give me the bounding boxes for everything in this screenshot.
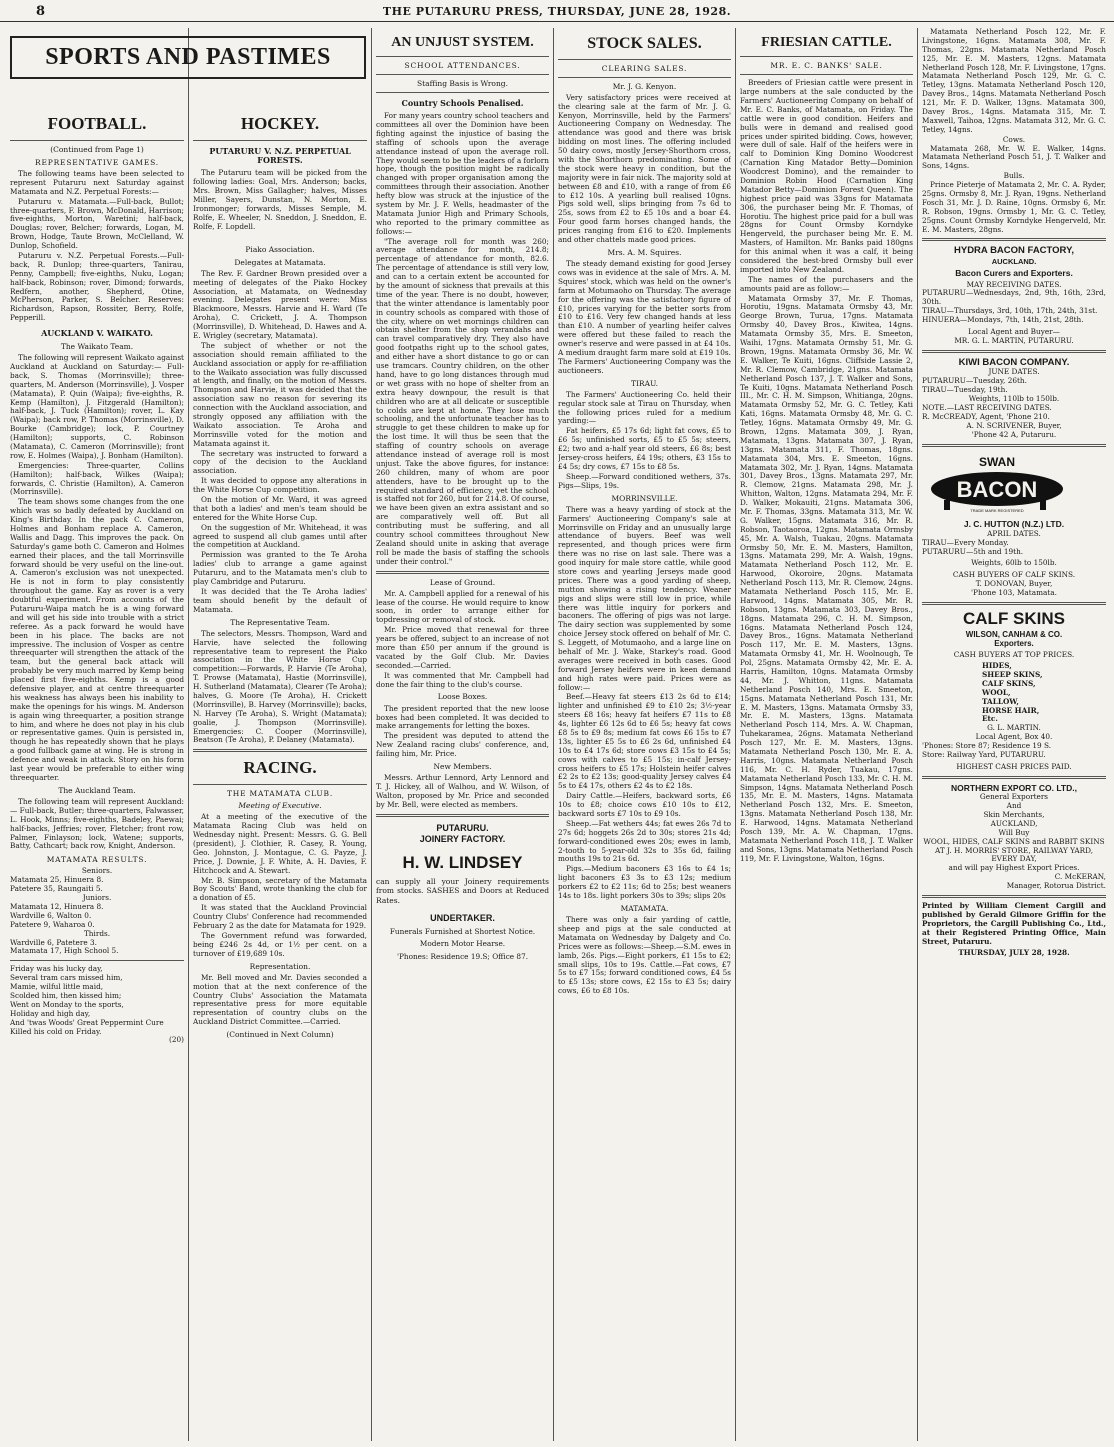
tirau-paragraph: The Farmers' Auctioneering Co. held their regular stock sale at Tirau on Thursday, when the following prices ruled for a medium yarding:—	[558, 389, 731, 426]
column-stock	[558, 28, 731, 1443]
piako-paragraph: On the suggestion of Mr. Whitehead, it was agreed to suspend all club games until after the competition at Auckland.	[193, 522, 367, 550]
calf-role: Exporters.	[994, 639, 1034, 649]
poem-line: And 'twas Woods' Great Peppermint Cure	[10, 1017, 164, 1027]
imprint-date: THURSDAY, JULY 28, 1928.	[958, 948, 1070, 958]
column-rule	[917, 28, 918, 1441]
continued-next: (Continued in Next Column)	[226, 1030, 334, 1040]
hydra-agent: Local Agent and Buyer—	[968, 327, 1060, 337]
piako-paragraph: It was decided that the Te Aroha ladies' team should benefit by the default of Matamata.	[193, 586, 367, 614]
loose-paragraph: The president reported that the new loose boxes had been completed. It was decided to make arrangements for letting the boxes.	[376, 703, 549, 731]
piako-paragraph: The secretary was instructed to forward a copy of the decision to the Auckland association.	[193, 448, 367, 476]
northern-place: AUCKLAND,	[990, 818, 1038, 828]
friesian-sales-list: Matamata Ormsby 37, Mr. F. Thomas, Horotiu, 19gns. Matamata Ormsby 43, Mr. George Brown, Turua, 17gns. Matamata Ormsby 40, Davey Bros., Kiwitea, 14gns. Matamata Ormsby 35, Mrs. E. Smeeton, Waihi, 17gns. Matamata Ormsby 51, Mr. G. Brown, 19gns. Matamata Ormsby 36, Mr. W. E. Walker, Te Kuiti, 16gns. Cliffside Lassie 2, Mr. R. Clemow, Cambridge, 21gns. Matamata Netherland Posch 137, J. T. Walker and Sons, Te Kuiti, 10gns. Matamata Netherland Posch III., Mr. C. H. M. Simpson, Whitianga, 20gns. Matamata Ormsby 52, Mr. G. C. Tetley, Kati Kati, 16gns. Matamata Ormsby 48, Mr. G. C. Tetley, 16gns. Matamata Ormsby 49, Mr. G. Brown, 12gns. Matamata 309, J. Ryan, Matamata, 13gns. Matamata 307, J. Ryan, 13gns. Matamata 311, F. Thomas, 18gns. Matamata 304, Mrs. E. Smeeton, 16gns. Matamata 302, Mr. J. Ryan, 14gns. Matamata 301, Davey Bros., 13gns. Matamata 297, Mr. R. Clemow, 21gns. Matamata 298, Mr. J. Whitton, Walton, 12gns. Matamata 294, Mr. F. D. Walker, Mokauiti, 21gns. Matamata 306, Mr. F. Thomas, 33gns. Matamata 313, Mr. W. G. Walker, 15gns. Matamata 316, Mr. R. Robson, Taotaoroa, 12gns. Matamata Ormsby 45, Mr. A. Walsh, Tuakau, 20gns. Matamata Ormsby 50, Mr. E. M. Masters, Hamilton, 13gns. Matamata 299, Mr. A. Walsh, 19gns. Matamata Netherland Posch 112, Mr. E. Harwood, Okoroire, 20gns. Matamata Netherland Posch 113, Mr. R. Clemow, 24gns. Matamata Netherland Posch 115, Mr. E. Harwood, 14gns. Matamata 305, Mr. R. Robson, 13gns. Matamata 303, Davey Bros., 18gns. Matamata 296, C. H. M. Simpson, 16gns. Matamata Netherland Posch 124, Davey Bros., 16gns. Matamata Netherland Posch 117, Mr. E. M. Masters, 13gns. Matamata Ormsby 41, Mr. H. Woolnough, Te Pol, 25gns. Matamata Ormsby 42, Mr. E. A. Harris, Hamilton, 10gns. Matamata Ormsby 44, Mr. J. Whitton, 11gns. Matamata Netherland Posch 140, Mrs. E. Smeeton, 15gns. Matamata Netherland Posch 131, Mr. E. M. Masters, 13gns. Matamata Ormsby 33, Mr. E. M. Masters, 13gns. Matamata Netherland Posch 114, Mrs. A. W. Chapman, Tuhekaramea, 26gns. Matamata Netherland Posch 127, Mr. E. M. Masters, 13gns. Matamata Netherland Posch 130, Mr. E. A. Harris, 10gns. Matamata Netherland Posch 116, Mr. C. H. Ryder, Tuakau, 17gns. Matamata Netherland Posch 133, Mr. C. H. M. Simpson, 14gns. Matamata Netherland Posch 135, Mr. E. M. Masters, 14gns. Matamata Netherland Posch 132, Mrs. E. Smeeton, 13gns. Matamata Netherland Posch 138, Mr. E. Harwood, 14gns. Matamata Netherland Posch 139, Mr. A. W. Chapman, 17gns. Matamata Netherland Posch 118, J. T. Walker and Sons, 13gns. Matamata Netherland Posch 119, Mr. F. Livingstone, Walton, 16gns.	[740, 293, 913, 863]
hydra-date: PUTARURU—Wednesdays, 2nd, 9th, 16th, 23rd, 30th.	[922, 288, 1106, 307]
ad-line: PUTARURU.	[436, 822, 489, 833]
northern-manager-role: Manager, Rotorua District.	[1006, 881, 1106, 891]
hydra-ad	[922, 245, 1106, 345]
result-grade: Seniors.	[81, 866, 113, 876]
clearing-sales: CLEARING SALES.	[601, 63, 688, 73]
calf-skins-ad	[922, 609, 1106, 772]
calf-highest: HIGHEST CASH PRICES PAID.	[956, 761, 1072, 771]
ad-funerals: Funerals Furnished at Shortest Notice.	[389, 926, 536, 936]
emergencies: Emergencies: Three-quarter, Collins (Hamilton); half-back, Wilkes (Waipa); forwards, C. Christie (Hamilton), A. Cameron (Morrinsville).	[10, 460, 184, 497]
squires-heading: Mrs. A. M. Squires.	[607, 247, 682, 257]
staffing-sub: Staffing Basis is Wrong.	[417, 79, 508, 89]
unjust-paragraph: For many years country school teachers and committees all over the Dominion have been fighting against the injustice of basing the staffing of schools upon the average attendance instead of upon the average roll. They would seem to be the leaders of a forlorn hope, though the position might be radically changed with proper organisation among the committees through their association. Another hefty blow was struck at the injustice of the system by Mr. J. F. Wells, headmaster of the Matamata Junior High and Primary Schools, who reported to the primary committee as follows:—	[376, 111, 549, 236]
trademark-text: TRADE MARK REGISTERED	[970, 507, 1024, 513]
kenyon-body: Very satisfactory prices were received at the clearing sale at the farm of Mr. J. G. Kenyon, Morrinsville, held by the Farmers' Auctioneering Company on Wednesday. The attendance was good and there was brisk bidding on most lines. The offering included 50 dairy cows, mostly Jersey-Shorthorn cross, with the Shorthorn predominating. Some of the stock were heavy in condition, but the majority were in fair nick. The majority sold at between £8 and £10, with a range of from £6 to £12 10s. A yearling bull realised 10gns. Pigs sold well, slips bringing from 7s 6d to 25s, sows from £2 to £5 10s and a boar £4. Four good farm horses changed hands, the prices ranging from £16 to £20. Implements and other chattels made good prices.	[558, 92, 731, 245]
executive-meeting: Meeting of Executive.	[238, 801, 322, 811]
rep-team-body: The selectors, Messrs. Thompson, Ward and Harvie, have selected the following representative team to represent the Piako association in the White Horse Cup competition:—Forwards, P. Harvie (Te Aroha), T. Prowse (Matamata), Hastie (Morrinsville), H. Sutherland (Matamata), Clearer (Te Aroha); halves, G. Moore (Te Aroha), H. Crickett (Morrinsville), B. Harvey (Morrinsville); backs, N. Harvey (Te Aroha), S. Wright (Matamata); goalie, J. Thompson (Morrinsville). Emergencies: C. Cooper (Morrinsville), Beatson (Te Aroha), P. Delaney (Matamata).	[193, 628, 367, 745]
column-friesian	[740, 28, 913, 1443]
calf-item: SHEEP SKINS,	[982, 670, 1043, 679]
northern-title: NORTHERN EXPORT CO. LTD.,	[951, 782, 1077, 793]
calf-item: HIDES,	[982, 661, 1012, 671]
hydra-dates-heading: MAY RECEIVING DATES.	[966, 279, 1062, 289]
calf-item: CALF SKINS,	[982, 678, 1036, 688]
morrinsville-paragraph: Sheep.—Fat wethers 44s; fat ewes 26s 7d to 27s 6d; hoggets 26s 2d to 30s; stores 21s 4d; forward-conditioned ewes 20s; ewes in lamb, 2-tooth to 5-year-old 32s to 35s 6d, failing mouths 19s to 21s 6d.	[558, 818, 731, 864]
northern-manager: C. McKERAN,	[1054, 872, 1106, 882]
rep-games-body: The following teams have been selected to represent Putaruru next Saturday against Matamata and N.Z. Perpetual Forests:—	[10, 169, 184, 196]
hydra-place: AUCKLAND.	[991, 257, 1037, 267]
friesian-paragraph: The names of the purchasers and the amounts paid are as follow:—	[740, 274, 913, 293]
kiwi-line: TIRAU—Tuesday, 19th.	[922, 385, 1008, 395]
calf-item: WOOL,	[982, 687, 1011, 697]
kiwi-line: R. McCREADY, Agent, 'Phone 210.	[922, 411, 1050, 421]
column-football	[10, 108, 184, 1443]
racing-paragraph: It was stated that the Auckland Provincial Country Clubs' Conference had recommended February 2 as the date for Matamata for 1929.	[193, 903, 367, 931]
ad-phones: 'Phones: Residence 19.S; Office 87.	[396, 951, 529, 961]
piako-paragraph: Permission was granted to the Te Aroha ladies' club to arrange a game against Putaruru, and to the Matamata men's club to play Cambridge and Putaruru.	[193, 550, 367, 587]
piako-paragraph: On the motion of Mr. Ward, it was agreed that both a ladies' and men's team should be entered for the White Horse Cup.	[193, 495, 367, 522]
tirau-heading: TIRAU.	[630, 378, 659, 388]
swan-ad	[922, 451, 1106, 598]
results-list	[10, 867, 184, 956]
bacon-word: BACON	[956, 476, 1038, 502]
auckland-team-heading: The Auckland Team.	[58, 785, 136, 795]
sports-banner: SPORTS AND PASTIMES	[10, 36, 366, 79]
poem-line: Holiday and high day,	[10, 1008, 91, 1018]
squires-body: The steady demand existing for good Jersey cows was in evidence at the sale of Mrs. A. M. Squires' stock, which was held on the owner's farm at Motumaoho on Thursday. The average for the offering was the satisfactory figure of £10, prices varying for the better sorts from £10 to £16. Very few changed hands at less than £10. A number of yearling heifer calves were offered but these failed to reach the owner's reserve and were passed in at £4 10s. A medium draught farm mare sold at £19 10s. The Farmers' Auctioneering Company was the auctioneers.	[558, 259, 731, 375]
swan-buyer: T. DONOVAN, Buyer,	[975, 579, 1053, 589]
calf-firm: WILSON, CANHAM & CO.	[965, 629, 1063, 639]
ad-hearse: Modern Motor Hearse.	[419, 938, 506, 948]
morrinsville-paragraph: Dairy Cattle.—Heifers, backward sorts, £6 10s to £8; choice cows £10 10s to £12, backward sorts £7 10s to £9 10s.	[558, 791, 731, 819]
waikato-team: The following will represent Waikato against Auckland at Auckland on Saturday:— Full-back, S. Thomas (Morrinsville); three-quarters, M. Anderson (Morrinsville), J. Vosper (Matamata), P. Quin (Waipa); five-eighths, R. Kemp (Hamilton), J. Fitzgerald (Hamilton); half-back, J. Tuck (Hamilton); rover, L. Kay (Waipa); back row, P. Thomas (Morrinsville), D. Bourke (Cambridge); lock, P. Courtney (Hamilton); supports, C. Robinson (Matamata), C. Cameron (Morrinsville); front row, E. Holmes (Waipa), J. Bonham (Hamilton).	[10, 353, 184, 460]
putaruru-v-forests: Putaruru v. N.Z. Perpetual Forests.—Full-back, R. Dunlop; three-quarters, Tanirau, Penny, Campbell; five-eighths, Nuku, Logan; half-back, Robinson; rover, Dimond; forwards, Redfern, another, Shepherd, Otine, McPherson, Parker, S. Belcher. Reserves: Richardson, Rapson, Rossiter, Berry, Rolfe, Pepperill.	[10, 251, 184, 323]
hydra-tagline: Bacon Curers and Exporters.	[955, 268, 1073, 279]
result-line: Matamata 12, Hinuera 8.	[10, 901, 104, 911]
sales-continued: Matamata Netherland Posch 122, Mr. F. Livingstone, 16gns. Matamata 308, Mr. F. Thomas, 22gns. Matamata Netherland Posch 125, Mr. E. M. Masters, 12gns. Matamata Netherland Posch 128, Mr. F. Livingstone, 17gns. Matamata Netherland Posch 129, Mr. G. C. Tetley, 13gns. Matamata Netherland Posch 120, Davey Bros., 14gns. Matamata Netherland Posch 121, Mr. F. D. Walker, 13gns. Matamata 300, Davey Bros., 14gns. Matamata 315, Mr. T. Maxwell, Taihoa, 12gns. Matamata 312, Mr. G. C. Tetley, 14gns.	[922, 28, 1106, 134]
matamata-results-heading: MATAMATA RESULTS.	[46, 855, 148, 865]
putaruru-v-matamata: Putaruru v. Matamata.—Full-back, Bullot; three-quarters, F. Brown, McDonald, Harrison; five-eighths, Morton, Waretini; half-back, Douglas; rover, Belcher; forwards, Logan, M. Brown, Hodge, Taute Brown, McClelland, W. Dunlop, Schofield.	[10, 196, 184, 251]
rep-games-heading: REPRESENTATIVE GAMES.	[35, 157, 159, 167]
swan-phone: 'Phone 103, Matamata.	[971, 588, 1057, 598]
result-line: Wardville 6, Patetere 3.	[10, 937, 97, 947]
cows-list: Matamata 268, Mr. W. E. Walker, 14gns. Matamata Netherland Posch 51, J. T. Walker and Sons, 14gns.	[922, 143, 1106, 171]
column-ads	[922, 28, 1106, 1443]
matamata-club: THE MATAMATA CLUB.	[226, 789, 334, 799]
ad-undertaker: UNDERTAKER.	[430, 912, 495, 923]
lease-paragraph: It was commented that Mr. Campbell had done the fair thing to the club's course.	[376, 670, 549, 689]
calf-items	[922, 662, 1106, 724]
swan-date: PUTARURU—5th and 19th.	[922, 546, 1024, 556]
kiwi-ad	[922, 357, 1106, 440]
poem-line: Scolded him, then kissed him;	[10, 991, 122, 1000]
rep-team-heading: The Representative Team.	[230, 617, 330, 627]
swan-cash: CASH BUYERS OF CALF SKINS.	[952, 570, 1076, 580]
calf-item: Etc.	[982, 714, 998, 724]
calf-buyers: CASH BUYERS AT TOP PRICES.	[953, 650, 1075, 660]
lindsey-ad	[376, 823, 549, 962]
result-line: Matamata 17, High School 5.	[10, 946, 119, 956]
new-members-body: Messrs. Arthur Lennord, Arty Lennord and T. J. Hickey, all of Walhou, and W. Wilson, of Walton, proposed by Mr. Price and seconded by Mr. Bell, were elected as members.	[376, 773, 549, 809]
imprint: Printed by William Clement Cargill and published by Gerald Gilmore Griffin for the Proprietors, the Cargill Publishing Co., Ltd., at their Registered Printing Office, Main Street, Putaruru.	[922, 900, 1106, 946]
calf-phones: 'Phones: Store 87; Residence 19 S.	[922, 741, 1052, 751]
kiwi-line: 'Phone 42 A, Putaruru.	[971, 429, 1057, 439]
poem-ref: (20)	[169, 1035, 184, 1045]
ad-name: H. W. LINDSEY	[402, 852, 523, 872]
column-hockey	[193, 108, 367, 1443]
loose-paragraph: The president was deputed to attend the New Zealand racing clubs' conference, and, failing him, Mr. Price.	[376, 731, 549, 759]
hydra-agent-name: MR. G. L. MARTIN, PUTARURU.	[954, 335, 1074, 345]
kiwi-line: A. N. SCRIVENER, Buyer,	[966, 420, 1062, 430]
piako-paragraph: The Rev. F. Gardner Brown presided over a meeting of delegates of the Piako Hockey Association, at Matamata, on Wednesday evening. Delegates present were: Miss Blackmoore, Messrs. Harvie and H. Ward (Te Aroha), C. Crickett, J. A. Thompson (Morrinsville), D. Whitehead, D. Hawes and A. E. Wrigley (secretary, Matamata).	[193, 268, 367, 340]
poem-line: Mamie, wilful little maid,	[10, 982, 104, 992]
ad-line: JOINERY FACTORY.	[419, 833, 506, 844]
morrinsville-paragraph: Pigs.—Medium baconers £3 16s to £4 1s; light baconers £3 3s to £3 12s; medium porkers £2 to £2 11s; 6d to 25s; best weaners 14s to 18s. light porkers 30s to 39s; slips 20s	[558, 864, 731, 901]
hydra-date: HINUERA—Mondays, 7th, 14th, 21st, 28th.	[922, 315, 1084, 325]
auckland-team: The following team will represent Auckland:— Full-back, Butler; three-quarters, Falwasser, L. Hook, Minns; five-eighths, Badeley, Paewai; half-backs, Jeffries; rover, Fletcher; front row, Palmer, Finlayson; lock, Watene; supports, Batty, Cathcart; back row, Knight, Anderson.	[10, 796, 184, 851]
piako-heading: Piako Association.	[245, 245, 315, 255]
auckland-waikato-heading: AUCKLAND V. WAIKATO.	[41, 328, 153, 339]
representation-body: Mr. Bell moved and Mr. Davies seconded a motion that at the next conference of the Country Clubs' Association the Matamata representative press for more equitable representation of country clubs on the Auckland District Committee.—Carried.	[193, 972, 367, 1027]
swan-company: J. C. HUTTON (N.Z.) LTD.	[963, 519, 1065, 530]
calf-item: HORSE HAIR,	[982, 705, 1040, 715]
bulls-list: Prince Pieterje of Matamata 2, Mr. C. A. Ryder, 25gns. Ormsby 8, Mr. J. Ryan, 19gns. Netherland Fosch 31, Mr. J. D. Raine, 10gns. Ormsby 6, Mr. R. Robson, 19gns. Ormsby 1, Mr. G. C. Tetley, 25gns. Count Ormsby Korndyke Hengerveld, Mr. E. M. Masters, 28gns.	[922, 180, 1106, 234]
poem-line: Killed his cold on Friday.	[10, 1026, 102, 1036]
result-line: Patetere 35, Raungaiti 5.	[10, 884, 103, 894]
football-heading: FOOTBALL.	[47, 114, 147, 133]
morrinsville-paragraph: There was a heavy yarding of stock at the Farmers' Auctioneering Company's sale at Morrinsville on Friday and an unusually large attendance of buyers. Beef was well represented, and though prices were firm there was no rise on last sale. There was a good inquiry for male store cattle, while good store cows and yearling Jerseys made good prices. There was a good yarding of sheep, mutton showing a rising tendency. Weaner pigs and slips were still low in price, while there was little inquiry for porkers and baconers. The offering of pigs was not large. The dairy section was supplemented by some choice Jersey stock offered on behalf of Mr. C. S. Leggett, of Motumaoho, and a large line on behalf of Mr. J. Wake, Starkey's road. Good averages were received in both cases. Good forward Jersey heifers were in keen demand and high rates were paid. Prices were as follow:—	[558, 504, 731, 692]
poem-line: Went on Monday to the sports,	[10, 999, 124, 1009]
representation-heading: Representation.	[249, 961, 311, 971]
result-grade: Thirds.	[83, 928, 111, 938]
racing-heading: RACING.	[243, 758, 317, 778]
result-grade: Juniors.	[82, 893, 112, 903]
poem-line: Several tram cars missed him,	[10, 973, 123, 983]
result-line: Wardville 6, Walton 0.	[10, 910, 92, 920]
swan-weights: Weights, 60lb to 150lb.	[971, 558, 1057, 568]
calf-agent: G. L. MARTIN.	[987, 723, 1041, 733]
cows-heading: Cows.	[1002, 134, 1026, 144]
morrinsville-heading: MORRINSVILLE.	[611, 493, 678, 503]
sports-banner-wrap	[10, 32, 366, 89]
kiwi-dates-heading: JUNE DATES.	[988, 367, 1040, 377]
kenyon-heading: Mr. J. G. Kenyon.	[612, 81, 677, 91]
school-attendances: SCHOOL ATTENDANCES.	[404, 61, 521, 71]
loose-boxes-heading: Loose Boxes.	[437, 692, 488, 702]
hockey-match-body: The Putaruru team will be picked from the following ladies: Goal, Mrs. Anderson; backs, Mrs. Brown, Miss Gallagher; halves, Misses Miller, Sayers, Dunstan, N. Morton, E. Ironmonger; forwards, Misses Semple, M. Rolfe, E. Wheeler, N. Sneddon, J. Sneddon, E. Rolfe, F. Lopdell.	[193, 168, 367, 231]
morrinsville-paragraph: Beef.—Heavy fat steers £13 2s 6d to £14; lighter and unfinished £9 to £10 2s; 3½-year steers £8 16s; heavy fat heifers £7 11s to £8 4s, lighter £6 12s 6d to £6 5s; heavy fat cows £8 5s to £9 8s; medium fat cows £6 15s to £7 13s, lighter £5 5s to £6 2s 6d, unfinished £4 10s to £4 17s 6d; store cows £3 15s to £4 5s; cows with calves to £5 15s; in-calf Jersey-cross heifers to £5 17s; Holstein heifer calves £2 2s to £2 13s; good-quality Jersey calves £4 5s to £4 17s, others £2 4s to £2 18s.	[558, 692, 731, 791]
northern-goods: WOOL, HIDES, CALF SKINS and RABBIT SKINS	[923, 836, 1105, 846]
unjust-heading: AN UNJUST SYSTEM.	[391, 35, 534, 50]
matamata-sale-heading: MATAMATA.	[620, 903, 669, 913]
lease-paragraph: Mr. A. Campbell applied for a renewal of his lease of the course. He would require to know soon, in order to arrange either for topdressing or removal of stock.	[376, 588, 549, 625]
continued-note: (Continued from Page 1)	[50, 144, 144, 154]
swan-date: TIRAU—Every Monday.	[922, 537, 1009, 547]
waikato-comment: The team shows some changes from the one which was so badly defeated by Auckland on King's Birthday. In the pack C. Cameron, Holmes and Bonham replace A. Cameron, Wallis and Dagg. This improves the pack. On Saturday's game both C. Cameron and Holmes earned their places, and the tall Morrinsville forward should be very useful on the line-out. A. Cameron's exclusion was not unexpected. He is not in form to play consistently throughout the game. Kay as rover is a very doubtful experiment. From accounts of the Putaruru-Waipa match he is a wing forward and will get his side into trouble with a strict referee. As a pack forward he would have been in his place. The backs are not impressive. The inclusion of Vosper as centre threequarter will strengthen the attack of the team, but the general back attack will probably be very much marred by Kemp being placed first five-eighths. Kemp is a good defensive player, and at centre threequarter his weakness has always been his inability to make the openings for his wings. M. Anderson is again wing threequarter, a position strange to him, and where he does not play in his club or representative games. Quin is persisted in, though he has repeatedly shown that he plays a good fullback game at wing. He is strong in defence and weak in attack. Story on his form last year would be preferable to either wing threequarter.	[10, 497, 184, 782]
delegates-heading: Delegates at Matamata.	[234, 257, 326, 267]
friesian-heading: FRIESIAN CATTLE.	[761, 35, 892, 50]
northern-line: And	[1006, 801, 1022, 811]
calf-title: CALF SKINS	[963, 608, 1065, 628]
friesian-paragraph: Breeders of Friesian cattle were present in large numbers at the sale conducted by the Farmers' Auctioneering Company on behalf of Mr. E. C. Banks, of Matamata, on Friday. The cattle were in good condition. Heifers and bulls were in demand and realised good prices under spirited bidding. Cows, however, were dull of sale. Half of the heifers were in calf to Dominion King Domino Woodcrest (Carnation King Matador Betty—Dominion Woodcrest Domino), and the remainder to Dominion Robin Hood (Carnation King Matador Betty—Dominion Forest Queen). The highest price paid was 33gns for Matamata 306, the purchaser being Mr. F. Thomas, of Horotiu. The highest price paid for a bull was 28gns for Count Ormsby Korndyke Hengerveld, the purchaser being Mr. E. M. Masters, of Hamilton. Mr. Banks paid 180gns for this animal when it was a calf, it being considered the best-bred Ormsby bull ever imported into New Zealand.	[740, 78, 913, 274]
country-schools-sub: Country Schools Penalised.	[401, 98, 524, 109]
hockey-heading: HOCKEY.	[240, 114, 320, 133]
column-rule	[735, 28, 736, 1441]
hydra-date: TIRAU—Thursdays, 3rd, 10th, 17th, 24th, 31st.	[922, 306, 1098, 316]
northern-line: Skin Merchants,	[983, 809, 1045, 819]
column-rule	[188, 28, 189, 1441]
new-members-heading: New Members.	[433, 761, 492, 771]
tirau-paragraph: Fat heifers, £5 17s 6d; light fat cows, £5 to £6 5s; unfinished sorts, £5 to £5 5s; steers, £2; two and a-half year old steers, £6 8s; best Jersey-cross heifers, £4 19s; others, £3 15s to £4 5s; dry cows, £7 15s to £8 5s.	[558, 426, 731, 471]
calf-agent-role: Local Agent, Box 40.	[975, 732, 1053, 742]
calf-item: TALLOW,	[982, 696, 1019, 706]
waikato-team-heading: The Waikato Team.	[60, 341, 134, 351]
ad-body: can supply all your Joinery requirements from stocks. SASHES and Doors at Reduced Rates.	[376, 877, 549, 905]
bulls-heading: Bulls.	[1003, 171, 1025, 181]
matamata-sale-body: There was only a fair yarding of cattle, sheep and pigs at the sale conducted at Matamata on Wednesday by Dalgety and Co. Prices were as follows:—Sheep.—S.M. ewes in lamb, 26s. Pigs.—Eight porkers, £1 15s to £2; small slips, 10s to 19s. Cattle.—Fat cows, £7 5s to £7 15s; forward conditioned cows, £4 5s to £5 13s; store cows, £2 15s to £3 5s; dairy cows, £6 to £8 10s.	[558, 915, 731, 996]
piako-paragraph: The subject of whether or not the association should remain affiliated to the Auckland association or apply for re-affiliation to the Waikato association was fully discussed at length, and finally, on the motion of Messrs. Thompson and Harvie, it was decided that the association saw no reason for severing its connection with the Auckland association, and strongly opposed any affiliation with the Waikato association. Te Aroha and Morrinsville voted for the motion and Matamata against it.	[193, 340, 367, 448]
poem-line: Friday was his lucky day,	[10, 964, 103, 974]
racing-paragraph: At a meeting of the executive of the Matamata Racing Club was held on Wednesday night. Present: Messrs. G. G. Bell (president), J. Clothier, R. Casey, R. Young, Geo. Johnston, J. Montague, C. G. Payze, J. Price, J. Downie, J. F. White, A. H. Davies, F. Hitchcock and A. Stewart.	[193, 812, 367, 875]
calf-store: Store: Railway Yard, PUTARURU.	[922, 750, 1046, 760]
masthead-title: THE PUTARURU PRESS, THURSDAY, JUNE 28, 1928.	[382, 5, 732, 18]
column-unjust	[376, 28, 549, 1443]
hydra-title: HYDRA BACON FACTORY,	[954, 245, 1074, 257]
stock-heading: STOCK SALES.	[587, 35, 702, 52]
swan-word: SWAN	[979, 454, 1015, 469]
northern-line: General Exporters	[979, 792, 1049, 802]
kiwi-line: PUTARURU—Tuesday, 26th.	[922, 376, 1027, 386]
column-rule	[553, 28, 554, 1441]
unjust-paragraph: "The average roll for month was 260; average attendance for month, 214.8; percentage of attendance for month, 82.6. The percentage of attendance is still very low, and can to a certain extent be accounted for by the amount of sickness that prevails at this time of the year. There is no doubt, however, that the winter attendance is lamentably poor in country schools as compared with those of the city, where on wet mornings children can obtain shelter from the shop verandahs and can travel comparatively dry. They also have good footpaths right up to the school gates, and either have a short distance to go or can use tramcars. Country children, on the other hand, have to go long distances through mud or wet grass with no hope of shelter from an extra heavy downpour, the result is that children who are at all delicate or susceptible to colds are kept at home. They lose much schooling, and the unfortunate teacher has to struggle to get these children to make up for the lost time. It will thus be seen that the staffing of country schools on average attendance instead of average roll is most unjust. Take the above figures, for instance: 260 children, many of whom are poor attenders, have to be brought up to the required standard of efficiency, yet the school is staffed not for 260, but for 214.8. Of course, we have been given an extra assistant and so are comparatively well off. But all contributing must be suffering, and all country school committees throughout New Zealand should unite in asking that average roll be made the basis of staffing the schools under their control."	[376, 236, 549, 566]
piako-paragraph: It was decided to oppose any alterations in the White Horse Cup competition.	[193, 476, 367, 495]
swan-dates-heading: APRIL DATES.	[987, 528, 1041, 538]
northern-buy: Will Buy	[998, 827, 1030, 837]
northern-at: AT J. H. MORRIS' STORE, RAILWAY YARD,	[934, 845, 1094, 855]
kiwi-title: KIWI BACON COMPANY.	[958, 356, 1070, 368]
column-rule	[371, 28, 372, 1441]
northern-every: EVERY DAY,	[991, 854, 1037, 864]
swan-bacon-logo	[922, 454, 1072, 514]
page-number: 8	[36, 4, 46, 19]
hockey-match-heading: PUTARURU V. N.Z. PERPETUAL FORESTS.	[209, 145, 351, 166]
northern-prices: and will pay Highest Export Prices.	[948, 863, 1080, 873]
lease-paragraph: Mr. Price moved that renewal for three years be offered, subject to an increase of not more than £50 per annum if the ground is vacated by the Golf Club. Mr. Davies seconded.—Carried.	[376, 625, 549, 670]
tirau-paragraph: Sheep.—Forward conditioned wethers, 37s. Pigs—Slips, 19s.	[558, 471, 731, 490]
kiwi-line: Weights, 110lb to 150lb.	[968, 394, 1060, 404]
masthead	[0, 0, 1114, 22]
kiwi-line: NOTE.—LAST RECEIVING DATES.	[922, 402, 1052, 412]
racing-paragraph: The Government refund was forwarded, being £246 2s 4d, or 1½ per cent. on a turnover of £19,689 10s.	[193, 930, 367, 958]
banks-sale: MR. E. C. BANKS' SALE.	[770, 61, 883, 71]
result-line: Matamata 25, Hinuera 8.	[10, 875, 104, 885]
result-line: Patetere 9, Waharoa 0.	[10, 919, 95, 929]
peppermint-poem	[10, 965, 184, 1045]
racing-paragraph: Mr. B. Simpson, secretary of the Matamata Boy Scouts' Band, wrote thanking the club for a donation of £5.	[193, 875, 367, 903]
northern-export-ad	[922, 783, 1106, 891]
lease-heading: Lease of Ground.	[429, 577, 496, 587]
